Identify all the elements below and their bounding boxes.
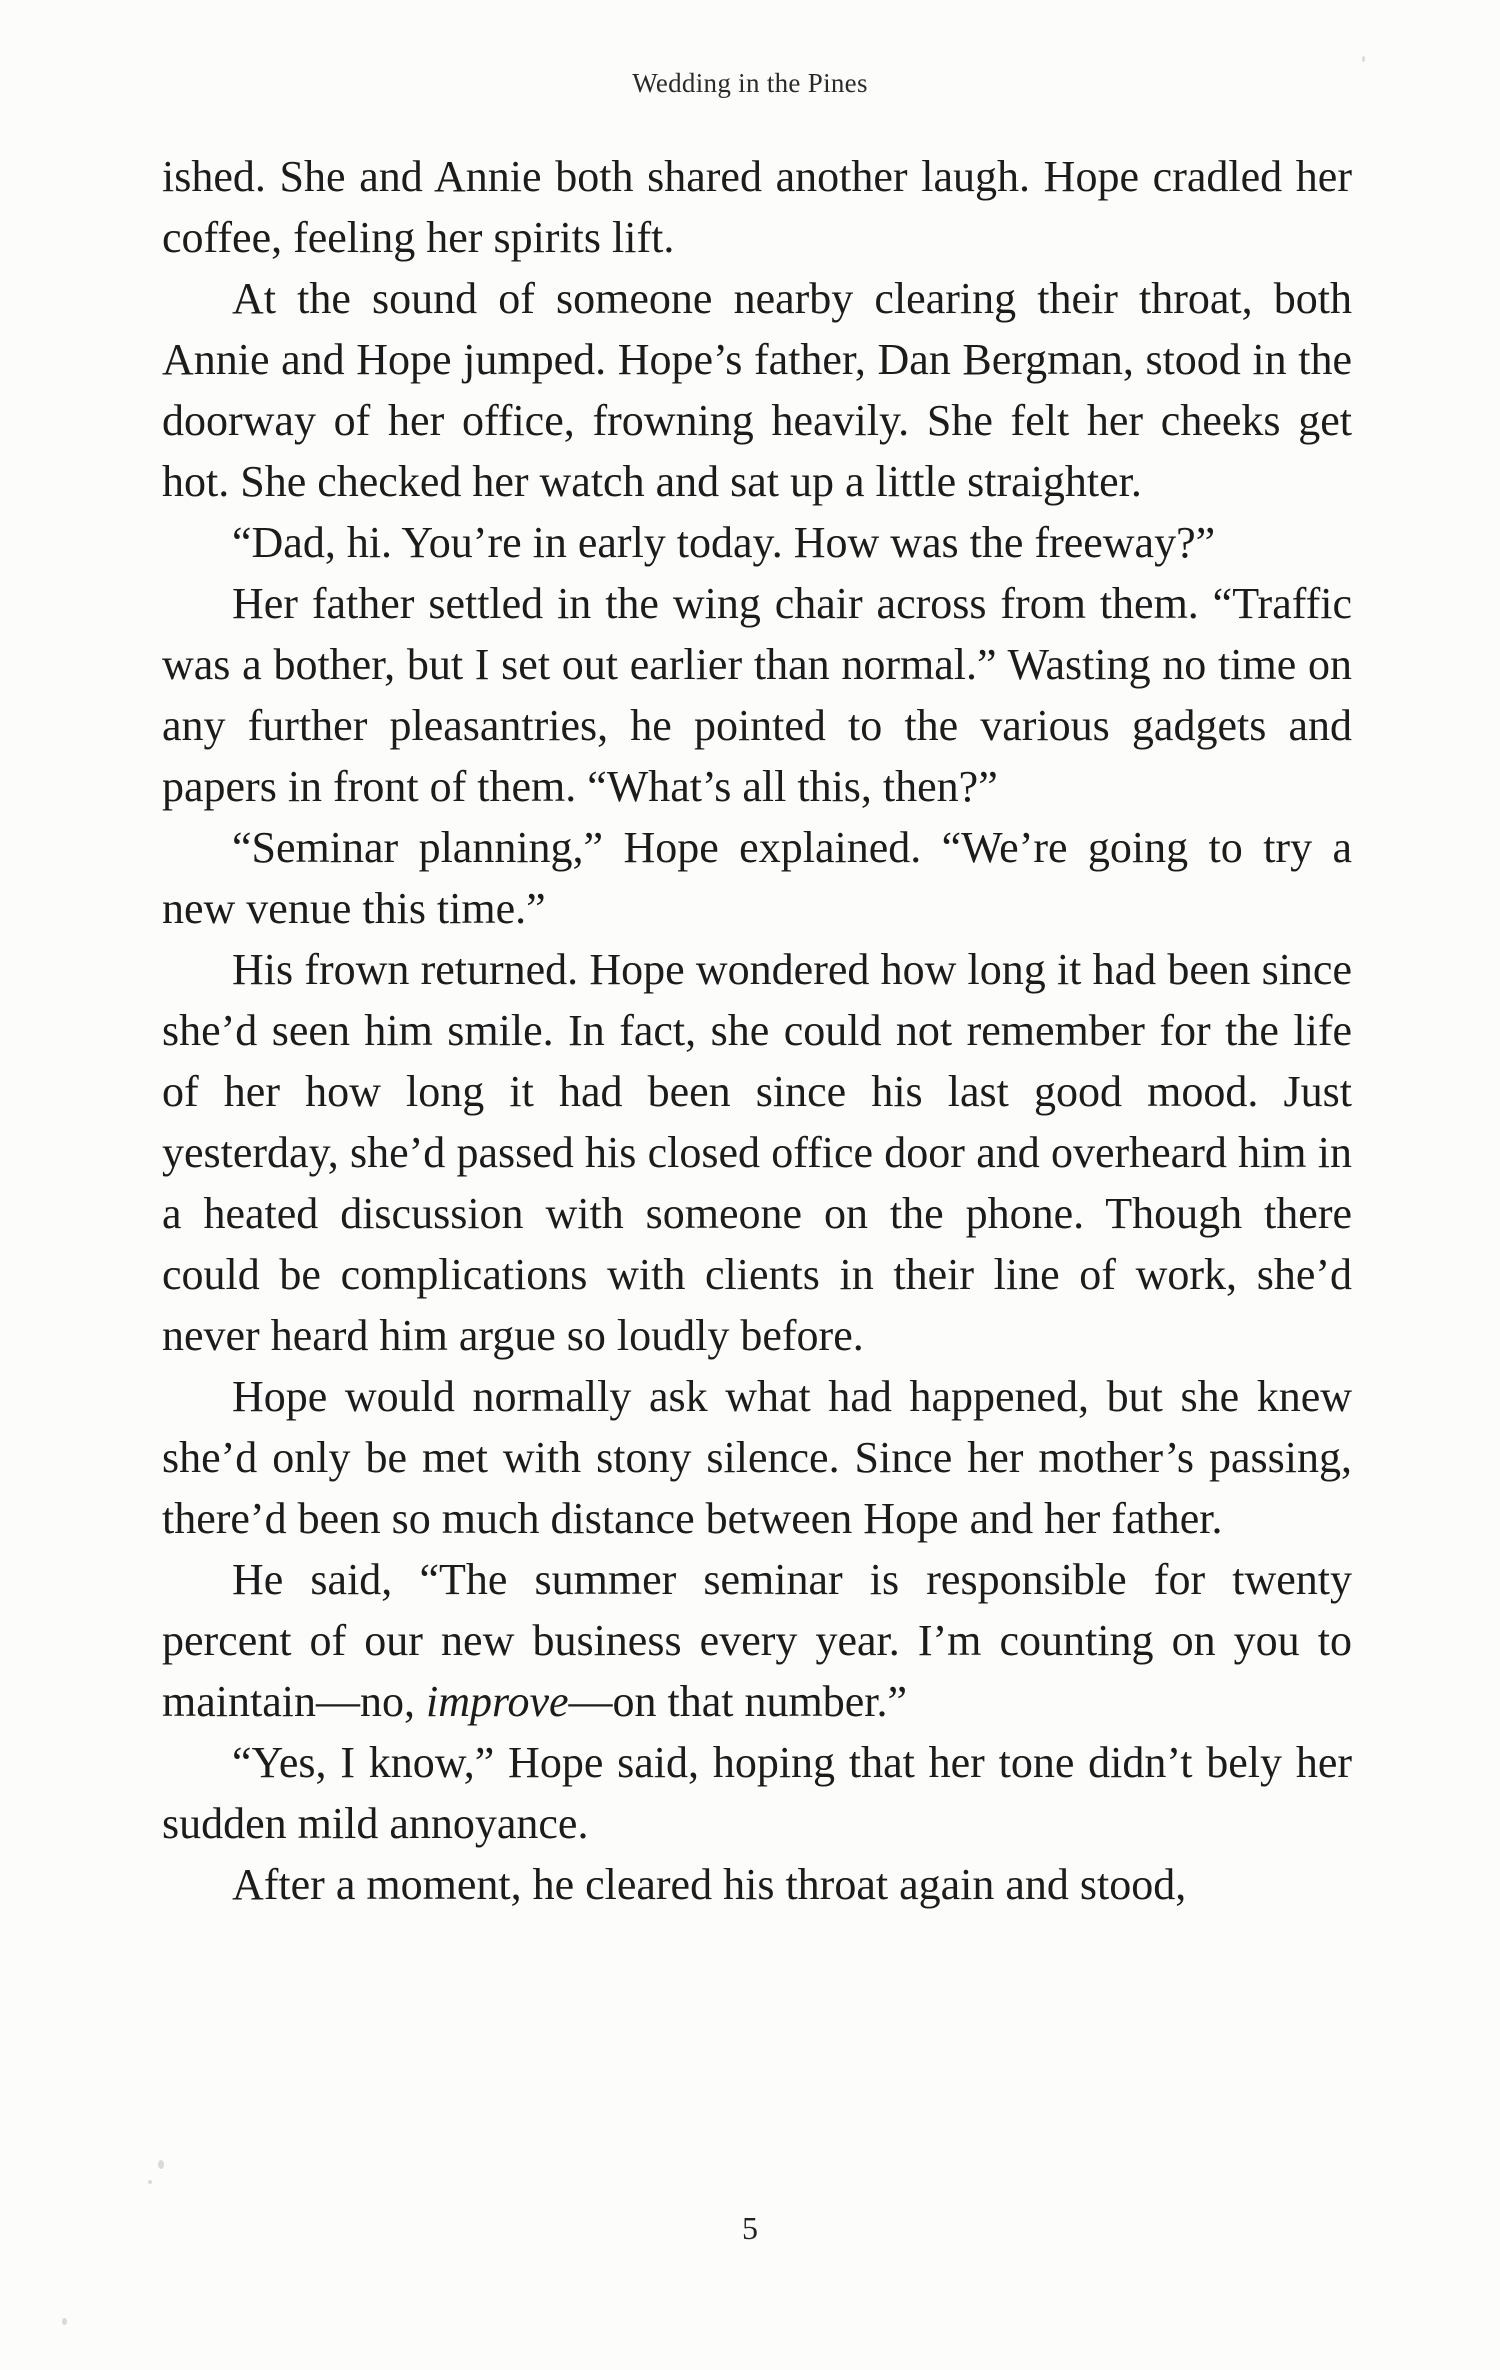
paragraph — [162, 1549, 1352, 1732]
scan-speck — [1362, 56, 1365, 62]
paragraph: “Yes, I know,” Hope said, hoping that her tone didn’t bely her sudden mild annoyance. — [162, 1738, 1352, 1848]
scan-speck — [62, 2318, 67, 2325]
paragraph: “Seminar planning,” Hope explained. “We’re going to try a new venue this time.” — [162, 823, 1352, 933]
scan-speck — [158, 2160, 164, 2169]
paragraph-text: He said, “The summer seminar is responsible for twenty percent of our new business every year. I’m counting on you to maintain—no, — [162, 1555, 1352, 1726]
paragraph: At the sound of someone nearby clearing their throat, both Annie and Hope jumped. Hope’s father, Dan Bergman, stood in the doorway of her office, frowning heavily. She felt her cheeks get hot. She checked her watch and sat up a little straighter. — [162, 274, 1352, 506]
paragraph: His frown returned. Hope wondered how long it had been since she’d seen him smile. In fact, she could not remember for the life of her how long it had been since his last good mood. Just yesterday, she’d passed his closed office door and overheard him in a heated discussion with someone on the phone. Though there could be complications with clients in their line of work, she’d never heard him argue so loudly before. — [162, 945, 1352, 1360]
paragraph: Hope would normally ask what had happened, but she knew she’d only be met with stony silence. Since her mother’s passing, there’d been so much distance between Hope and her father. — [162, 1372, 1352, 1543]
paragraph: After a moment, he cleared his throat again and stood, — [232, 1860, 1187, 1909]
body-text — [162, 146, 1352, 1915]
page-number: 5 — [742, 2210, 758, 2246]
paragraph: Her father settled in the wing chair across from them. “Traffic was a bother, but I set out earlier than normal.” Wasting no time on any further pleasantries, he pointed to the various gadgets and papers in front of them. “What’s all this, then?” — [162, 579, 1352, 811]
emphasis-text: improve — [425, 1677, 569, 1726]
paragraph: “Dad, hi. You’re in early today. How was the freeway?” — [232, 518, 1216, 567]
running-head: Wedding in the Pines — [632, 68, 868, 98]
paragraph-text: —on that number.” — [568, 1677, 908, 1726]
scan-speck — [148, 2180, 152, 2184]
paragraph: ished. She and Annie both shared another laugh. Hope cradled her coffee, feeling her spirits lift. — [162, 152, 1352, 262]
